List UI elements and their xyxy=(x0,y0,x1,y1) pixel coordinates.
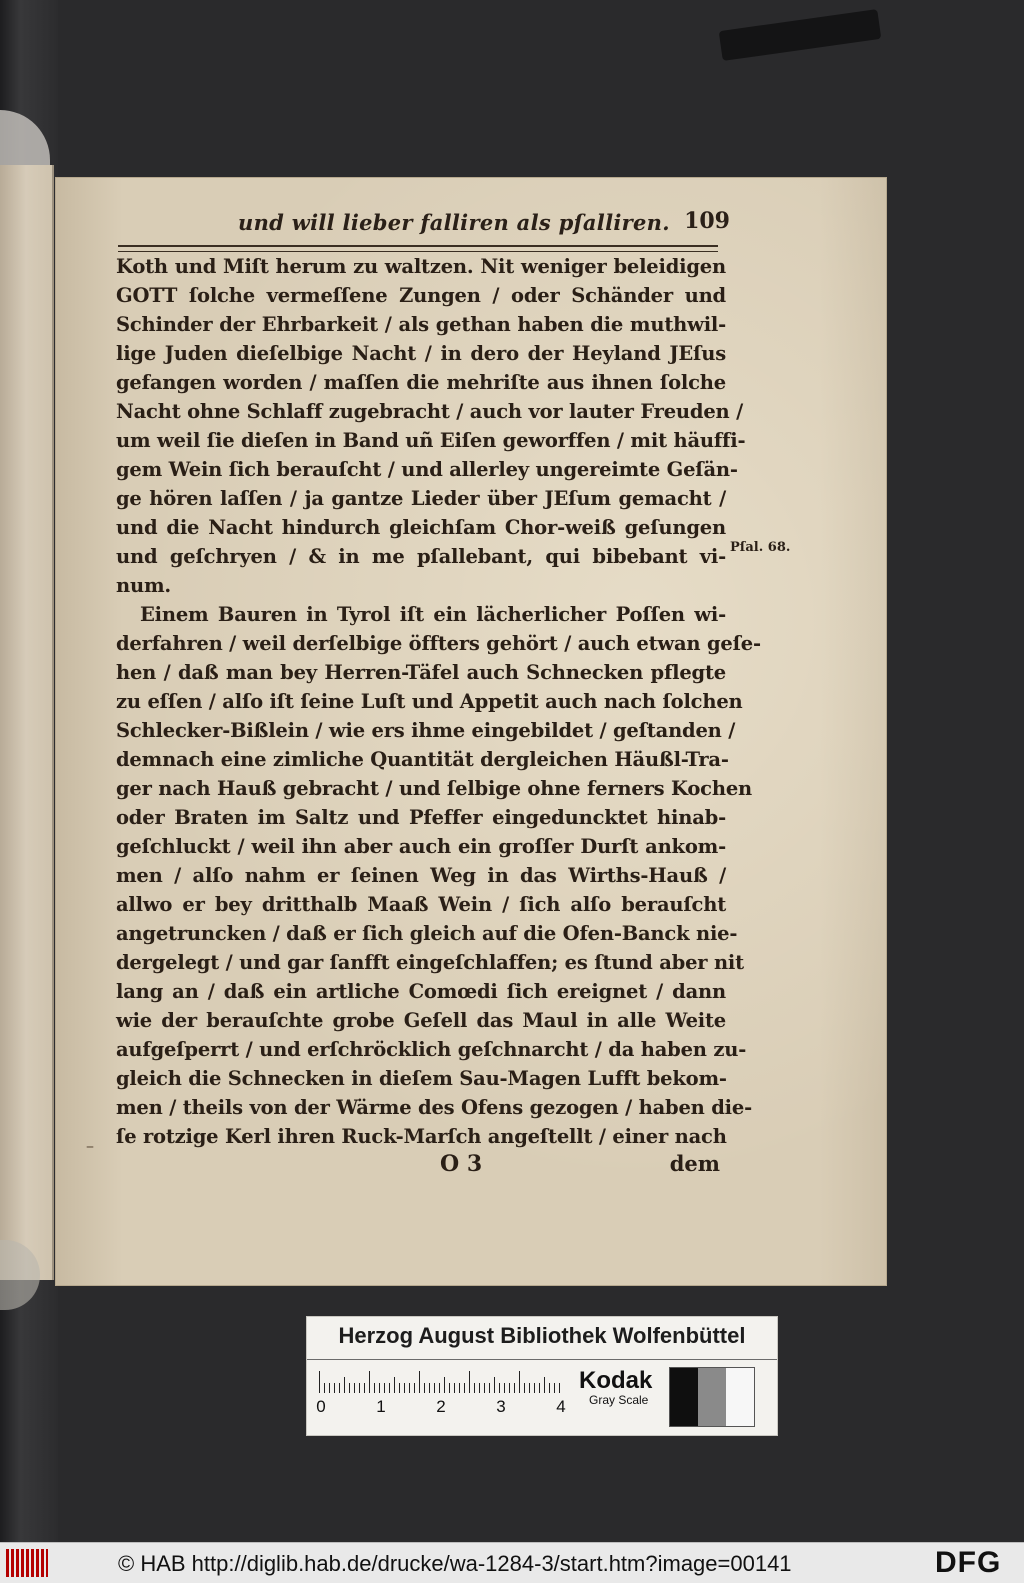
text-line: Nacht ohne Schlaff zugebracht / auch vor lauter Freuden / xyxy=(116,400,744,423)
ruler-tick xyxy=(454,1383,455,1393)
chart-divider xyxy=(307,1359,777,1360)
ruler-tick xyxy=(379,1383,380,1393)
ruler-tick xyxy=(529,1383,530,1393)
text-line: aufgeſperrt / und erſchröcklich geſchnarcht / da haben zu- xyxy=(116,1038,747,1061)
text-line: Einem Bauren in Tyrol iſt ein lächerlicher Poſſen wi- xyxy=(140,603,726,626)
text-line: und geſchryen / & in me pſallebant, qui bibebant vi- xyxy=(116,545,726,568)
ruler-tick xyxy=(504,1383,505,1393)
ruler-tick xyxy=(439,1383,440,1393)
chart-institution-label: Herzog August Bibliothek Wolfenbüttel xyxy=(338,1323,746,1348)
ruler-tick xyxy=(444,1377,445,1393)
ruler-tick xyxy=(409,1383,410,1393)
text-line: GOTT ſolche vermeſſene Zungen / oder Schänder und xyxy=(116,284,726,307)
ruler-number: 2 xyxy=(436,1397,446,1416)
ruler-number: 4 xyxy=(556,1397,566,1416)
ruler-tick xyxy=(469,1371,470,1393)
ruler-tick xyxy=(419,1371,420,1393)
gray-swatch xyxy=(698,1368,726,1426)
ruler-tick xyxy=(554,1383,555,1393)
ruler-tick xyxy=(499,1383,500,1393)
text-line: Schlecker-Bißlein / wie ers ihme eingebildet / geſtanden / xyxy=(116,719,736,742)
gray-scale-swatches xyxy=(669,1367,755,1427)
ruler-tick xyxy=(399,1383,400,1393)
measurement-ruler xyxy=(316,1369,569,1416)
ruler-tick xyxy=(364,1383,365,1393)
ruler-tick xyxy=(464,1383,465,1393)
ruler-tick xyxy=(404,1383,405,1393)
dfg-logo: DFG xyxy=(935,1546,1002,1579)
text-line: angetruncken / daß er ſich gleich auf die Ofen-Banck nie- xyxy=(116,922,738,945)
ruler-tick xyxy=(319,1371,320,1393)
ruler-tick xyxy=(434,1383,435,1393)
text-line: dergelegt / und gar ſanfft eingeſchlaffen; es ſtund aber nit xyxy=(116,951,744,974)
text-line: ge hören laſſen / ja gantze Lieder über JEſum gemacht / xyxy=(116,487,726,510)
running-head: und will lieber falliren als pſalliren. xyxy=(238,210,670,235)
text-line: Koth und Miſt herum zu waltzen. Nit weniger beleidigen xyxy=(116,255,726,278)
margin-mark: – xyxy=(86,1136,94,1155)
color-calibration-chart xyxy=(306,1316,778,1436)
ruler-tick xyxy=(394,1377,395,1393)
text-line: lang an / daß ein artliche Comœdi ſich ereignet / dann xyxy=(116,980,726,1003)
ruler-tick xyxy=(474,1383,475,1393)
facing-page-edge xyxy=(0,165,54,1280)
ruler-tick xyxy=(354,1383,355,1393)
text-line: demnach eine zimliche Quantität dergleichen Häußl-Tra- xyxy=(116,748,729,771)
ruler-tick xyxy=(339,1383,340,1393)
ruler-number: 0 xyxy=(316,1397,326,1416)
ruler-tick xyxy=(489,1383,490,1393)
ruler-tick xyxy=(374,1383,375,1393)
ruler-tick xyxy=(524,1383,525,1393)
hab-logo-icon xyxy=(6,1549,48,1577)
ruler-tick xyxy=(559,1383,560,1393)
ruler-tick xyxy=(324,1383,325,1393)
ruler-tick xyxy=(534,1383,535,1393)
text-line: lige Juden dieſelbige Nacht / in dero der Heyland JEſus xyxy=(116,342,726,365)
ruler-tick xyxy=(424,1383,425,1393)
margin-note: Pſal. 68. xyxy=(730,540,791,555)
catchword: dem xyxy=(669,1151,720,1176)
ruler-tick xyxy=(544,1377,545,1393)
text-line: gleich die Schnecken in dieſem Sau-Magen Lufft bekom- xyxy=(116,1067,727,1090)
text-line: um weil ſie dieſen in Band uñ Eiſen geworffen / mit häuffi- xyxy=(116,429,746,452)
gray-swatch xyxy=(670,1368,698,1426)
ruler-tick xyxy=(414,1383,415,1393)
text-line: allwo er bey dritthalb Maaß Wein / ſich alſo berauſcht xyxy=(116,893,726,916)
text-line: und die Nacht hindurch gleichſam Chor-weiß geſungen xyxy=(116,516,726,539)
ruler-tick xyxy=(349,1383,350,1393)
ruler-tick xyxy=(334,1383,335,1393)
text-line: ger nach Hauß gebracht / und ſelbige ohne ferners Kochen xyxy=(116,777,753,800)
ruler-tick xyxy=(429,1383,430,1393)
ruler-tick xyxy=(329,1383,330,1393)
scan-clip-shadow xyxy=(719,9,882,61)
text-line: Schinder der Ehrbarkeit / als gethan haben die muthwil- xyxy=(116,313,726,336)
text-line: hen / daß man bey Herren-Täfel auch Schnecken pflegte xyxy=(116,661,726,684)
text-line: zu eſſen / alſo iſt ſeine Luſt und Appetit auch nach ſolchen xyxy=(116,690,743,713)
ruler-tick xyxy=(384,1383,385,1393)
header-rule xyxy=(118,245,718,252)
ruler-tick xyxy=(359,1383,360,1393)
ruler-tick xyxy=(509,1383,510,1393)
text-line: men / theils von der Wärme des Ofens gezogen / haben die- xyxy=(116,1096,752,1119)
text-line: geſchluckt / weil ihn aber auch ein groſſer Durſt ankom- xyxy=(116,835,726,858)
ruler-tick xyxy=(459,1383,460,1393)
page-number: 109 xyxy=(684,208,730,234)
text-line: num. xyxy=(116,574,171,597)
gray-scale-label: Gray Scale xyxy=(589,1393,649,1407)
ruler-tick xyxy=(389,1383,390,1393)
text-line: gem Wein ſich berauſcht / und allerley ungereimte Geſän- xyxy=(116,458,738,481)
ruler-number: 3 xyxy=(496,1397,506,1416)
text-line: derfahren / weil derſelbige öffters gehört / auch etwan geſe- xyxy=(116,632,761,655)
kodak-logo: Kodak xyxy=(579,1367,653,1394)
signature-mark: O 3 xyxy=(440,1151,483,1177)
text-line: ſe rotzige Kerl ihren Ruck-Marſch angeſtellt / einer nach xyxy=(116,1125,727,1148)
ruler-number: 1 xyxy=(376,1397,386,1416)
text-line: wie der berauſchte grobe Geſell das Maul in alle Weite xyxy=(116,1009,726,1032)
ruler-tick xyxy=(539,1383,540,1393)
ruler-tick xyxy=(344,1377,345,1393)
ruler-tick xyxy=(494,1377,495,1393)
gray-swatch xyxy=(726,1368,754,1426)
ruler-tick xyxy=(519,1371,520,1393)
text-line: men / alſo nahm er ſeinen Weg in das Wirths-Hauß / xyxy=(116,864,726,887)
ruler-tick xyxy=(514,1383,515,1393)
ruler-tick xyxy=(369,1371,370,1393)
footer-source-link[interactable]: © HAB http://diglib.hab.de/drucke/wa-1284-3/start.htm?image=00141 xyxy=(118,1551,792,1576)
ruler-tick xyxy=(549,1383,550,1393)
ruler-tick xyxy=(449,1383,450,1393)
text-line: gefangen worden / maſſen die mehriſte aus ihnen ſolche xyxy=(116,371,726,394)
footer-bar xyxy=(0,1542,1024,1583)
ruler-tick xyxy=(479,1383,480,1393)
ruler-tick xyxy=(484,1383,485,1393)
text-line: oder Braten im Saltz und Pfeffer eingeduncktet hinab- xyxy=(116,806,726,829)
